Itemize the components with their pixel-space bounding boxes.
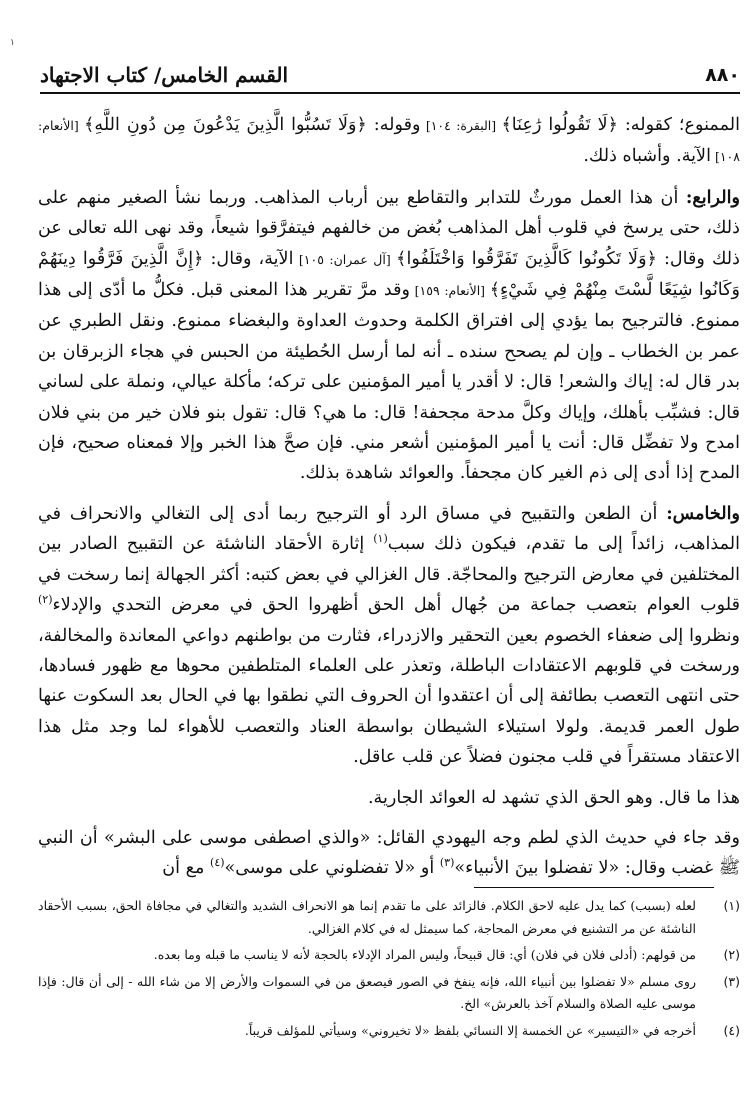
- footnote-text: أخرجه في «التيسير» عن الخمسة إلا النسائي بلفظ «لا تخيروني» وسيأتي للمؤلف قريباً.: [244, 1022, 696, 1038]
- footnotes: [38, 895, 740, 1046]
- text-run: وقد مرَّ تقرير هذا المعنى قبل. فكلُّ ما أدّى إلى هذا ممنوع. فالترجيح بما يؤدي إلى افتراق الكلمة وحدوث العداوة والبغضاء ممنوع. ونقل الطبري عن عمر بن الخطاب ـ وإن لم يصحح سنده ـ أنه لما أرسل الحُطيئة من الحبس في هجاء الزبرقان بن بدر قال له: إياك والشعر! قال: لا أقدر يا أمير المؤمنين على تركه؛ مأكلة عيالي، ونملة على لساني قال: فشبِّب بأهلك، وإياك وكلَّ مدحة مجحفة! قال: ما هي؟ قال: تقول بنو فلان خير من بني فلان امدح ولا تفضِّل قال: أنت يا أمير المؤمنين أشعر مني. فإن صحَّ هذا الخبر وإلا فمعناه صحيح، فإن المدح إذا أدى إلى ذم الغير كان مجحفاً. والعوائد شاهدة بذلك.: [38, 280, 740, 484]
- verse-reference: [البقرة: ١٠٤]: [420, 118, 502, 133]
- text-run: إثارة الأحقاد الناشئة عن التقبيح الصادر بين المختلفين في معارض الترجيح والمحاجّة. قال الغزالي في بعض كتبه: أكثر الجهالة إنما رسخت في قلوب العوام بتعصب جماعة من جُهال أهل الحق أظهروا الحق في معرض التحدي والإدلاء: [38, 534, 740, 616]
- text-run: الآية. وأشباه ذلك.: [583, 146, 711, 167]
- footnote: [38, 895, 740, 940]
- text-run: أن الطعن والتقبيح في مساق الرد أو الترجيح ربما أدى إلى التغالي والانحراف في المذاهب، زائداً إلى ما تقدم، فيكون ذلك سبب: [38, 503, 740, 555]
- footnote: [38, 971, 740, 1016]
- footnote: [38, 944, 740, 967]
- quran-quote: ﴿وَلَا تَسُبُّوا الَّذِينَ يَدْعُونَ مِن دُونِ اللَّهِ﴾: [84, 115, 367, 135]
- paragraph-lead: والرابع:: [685, 186, 740, 208]
- paragraph-hadith: [38, 823, 740, 884]
- text-run: أن هذا العمل مورثٌ للتدابر والتقاطع بين أرباب المذاهب. وربما نشأ الصغير منهم على ذلك، حتى يرسخ في قلوب أهل المذاهب بُغض من خالفهم فيتفرَّقوا شيعاً، وقد نهى الله تعالى عن ذلك وقال:: [38, 187, 741, 269]
- verse-reference: [الأنعام: ١٠٨]: [38, 118, 740, 165]
- running-header: [40, 58, 740, 94]
- paragraph-continuation: [38, 110, 740, 173]
- verse-reference: [آل عمران: ١٠٥]: [293, 251, 397, 267]
- quran-quote: ﴿إِنَّ الَّذِينَ فَرَّقُوا دِينَهُمْ وَكَانُوا شِيَعًا لَّسْتَ مِنْهُمْ فِي شَيْءٍ﴾: [38, 248, 740, 301]
- paragraph-comment: هذا ما قال. وهو الحق الذي تشهد له العوائد الجارية.: [367, 787, 740, 808]
- text-run: مع أن: [162, 858, 211, 879]
- footnote-text: روى مسلم «لا تفضلوا بين أنبياء الله، فإنه ينفخ في الصور فيصعق من في السموات والأرض إلا من شاء الله - إلى أن قال: فإذا موسى عليه الصلاة والسلام آخذ بالعرش» الخ.: [38, 973, 696, 1011]
- footnote-marker[interactable]: (٢): [38, 593, 53, 607]
- main-text: [38, 110, 740, 884]
- footnote-number: (٣): [723, 973, 740, 989]
- paragraph-lead: والخامس:: [666, 502, 740, 524]
- text-run: ونظروا إلى ضعفاء الخصوم بعين التحقير والازدراء، فثارت من بواطنهم دواعي المعاندة والمخالفة، ورسخت في قلوبهم الاعتقادات الباطلة، وتعذر على العلماء المتلطفين محوها مع ظهور فسادها، حتى انتهى التعصب بطائفة إلى أن اعتقدوا أن الحروف التي نطقوا بها في الحال بعد السكوت عنها طول العمر قديمة. ولولا استيلاء الشيطان بواسطة العناد والتعصب للأهواء لما وجد مثل هذا الاعتقاد مستقراً في قلب مجنون فضلاً عن قلب عاقل.: [38, 625, 740, 768]
- footnote-marker[interactable]: (٣): [439, 856, 455, 870]
- paragraph-fourth: [38, 183, 740, 489]
- text-run: وقد جاء في حديث الذي لطم وجه اليهودي القائل: «والذي اصطفى موسى على البشر» أن النبي ﷺ غضب وقال: «لا تفضلوا بينَ الأنبياء»: [38, 827, 740, 879]
- quran-quote: ﴿وَلَا تَكُونُوا كَالَّذِينَ تَفَرَّقُوا وَاخْتَلَفُوا﴾: [396, 248, 657, 269]
- text-run: أو «لا تفضلوني على موسى»: [224, 858, 440, 879]
- paragraph-fifth: [38, 499, 740, 773]
- quran-quote: ﴿لَا تَقُولُوا رَٰعِنَا﴾: [501, 115, 618, 135]
- text-run: الممنوع؛ كقوله:: [617, 115, 740, 135]
- corner-mark: ١: [10, 38, 15, 48]
- footnote-number: (٤): [723, 1022, 740, 1038]
- footnote-number: (١): [723, 898, 740, 913]
- text-run: الآية، وقال:: [203, 248, 294, 269]
- footnote-separator: [474, 887, 714, 888]
- footnote-text: من قولهم: (أدلى فلان في فلان) أي: قال قبيحاً، وليس المراد الإدلاء بالحجة لأنه لا يناسب ما قبله وما بعده.: [153, 947, 696, 962]
- verse-reference: [الأنعام: ١٥٩]: [409, 283, 490, 299]
- footnote-marker[interactable]: (٤): [210, 856, 225, 870]
- footnote-number: (٢): [723, 947, 740, 962]
- text-run: وقوله:: [366, 115, 421, 135]
- section-title: القسم الخامس/ كتاب الاجتهاد: [40, 63, 289, 87]
- footnote-text: لعله (بسبب) كما يدل عليه لاحق الكلام. فالزائد على ما تقدم إنما هو الانحراف الشديد والتغالي في مجافاة الحق، بسبب الأحقاد الناشئة عن مر التشنيع في معرض المحاجة، كما سيمثل له في كلام الغزالي.: [38, 898, 696, 936]
- page-number: ٨٨٠: [705, 64, 740, 86]
- footnote: [38, 1020, 740, 1043]
- footnote-marker[interactable]: (١): [373, 532, 388, 546]
